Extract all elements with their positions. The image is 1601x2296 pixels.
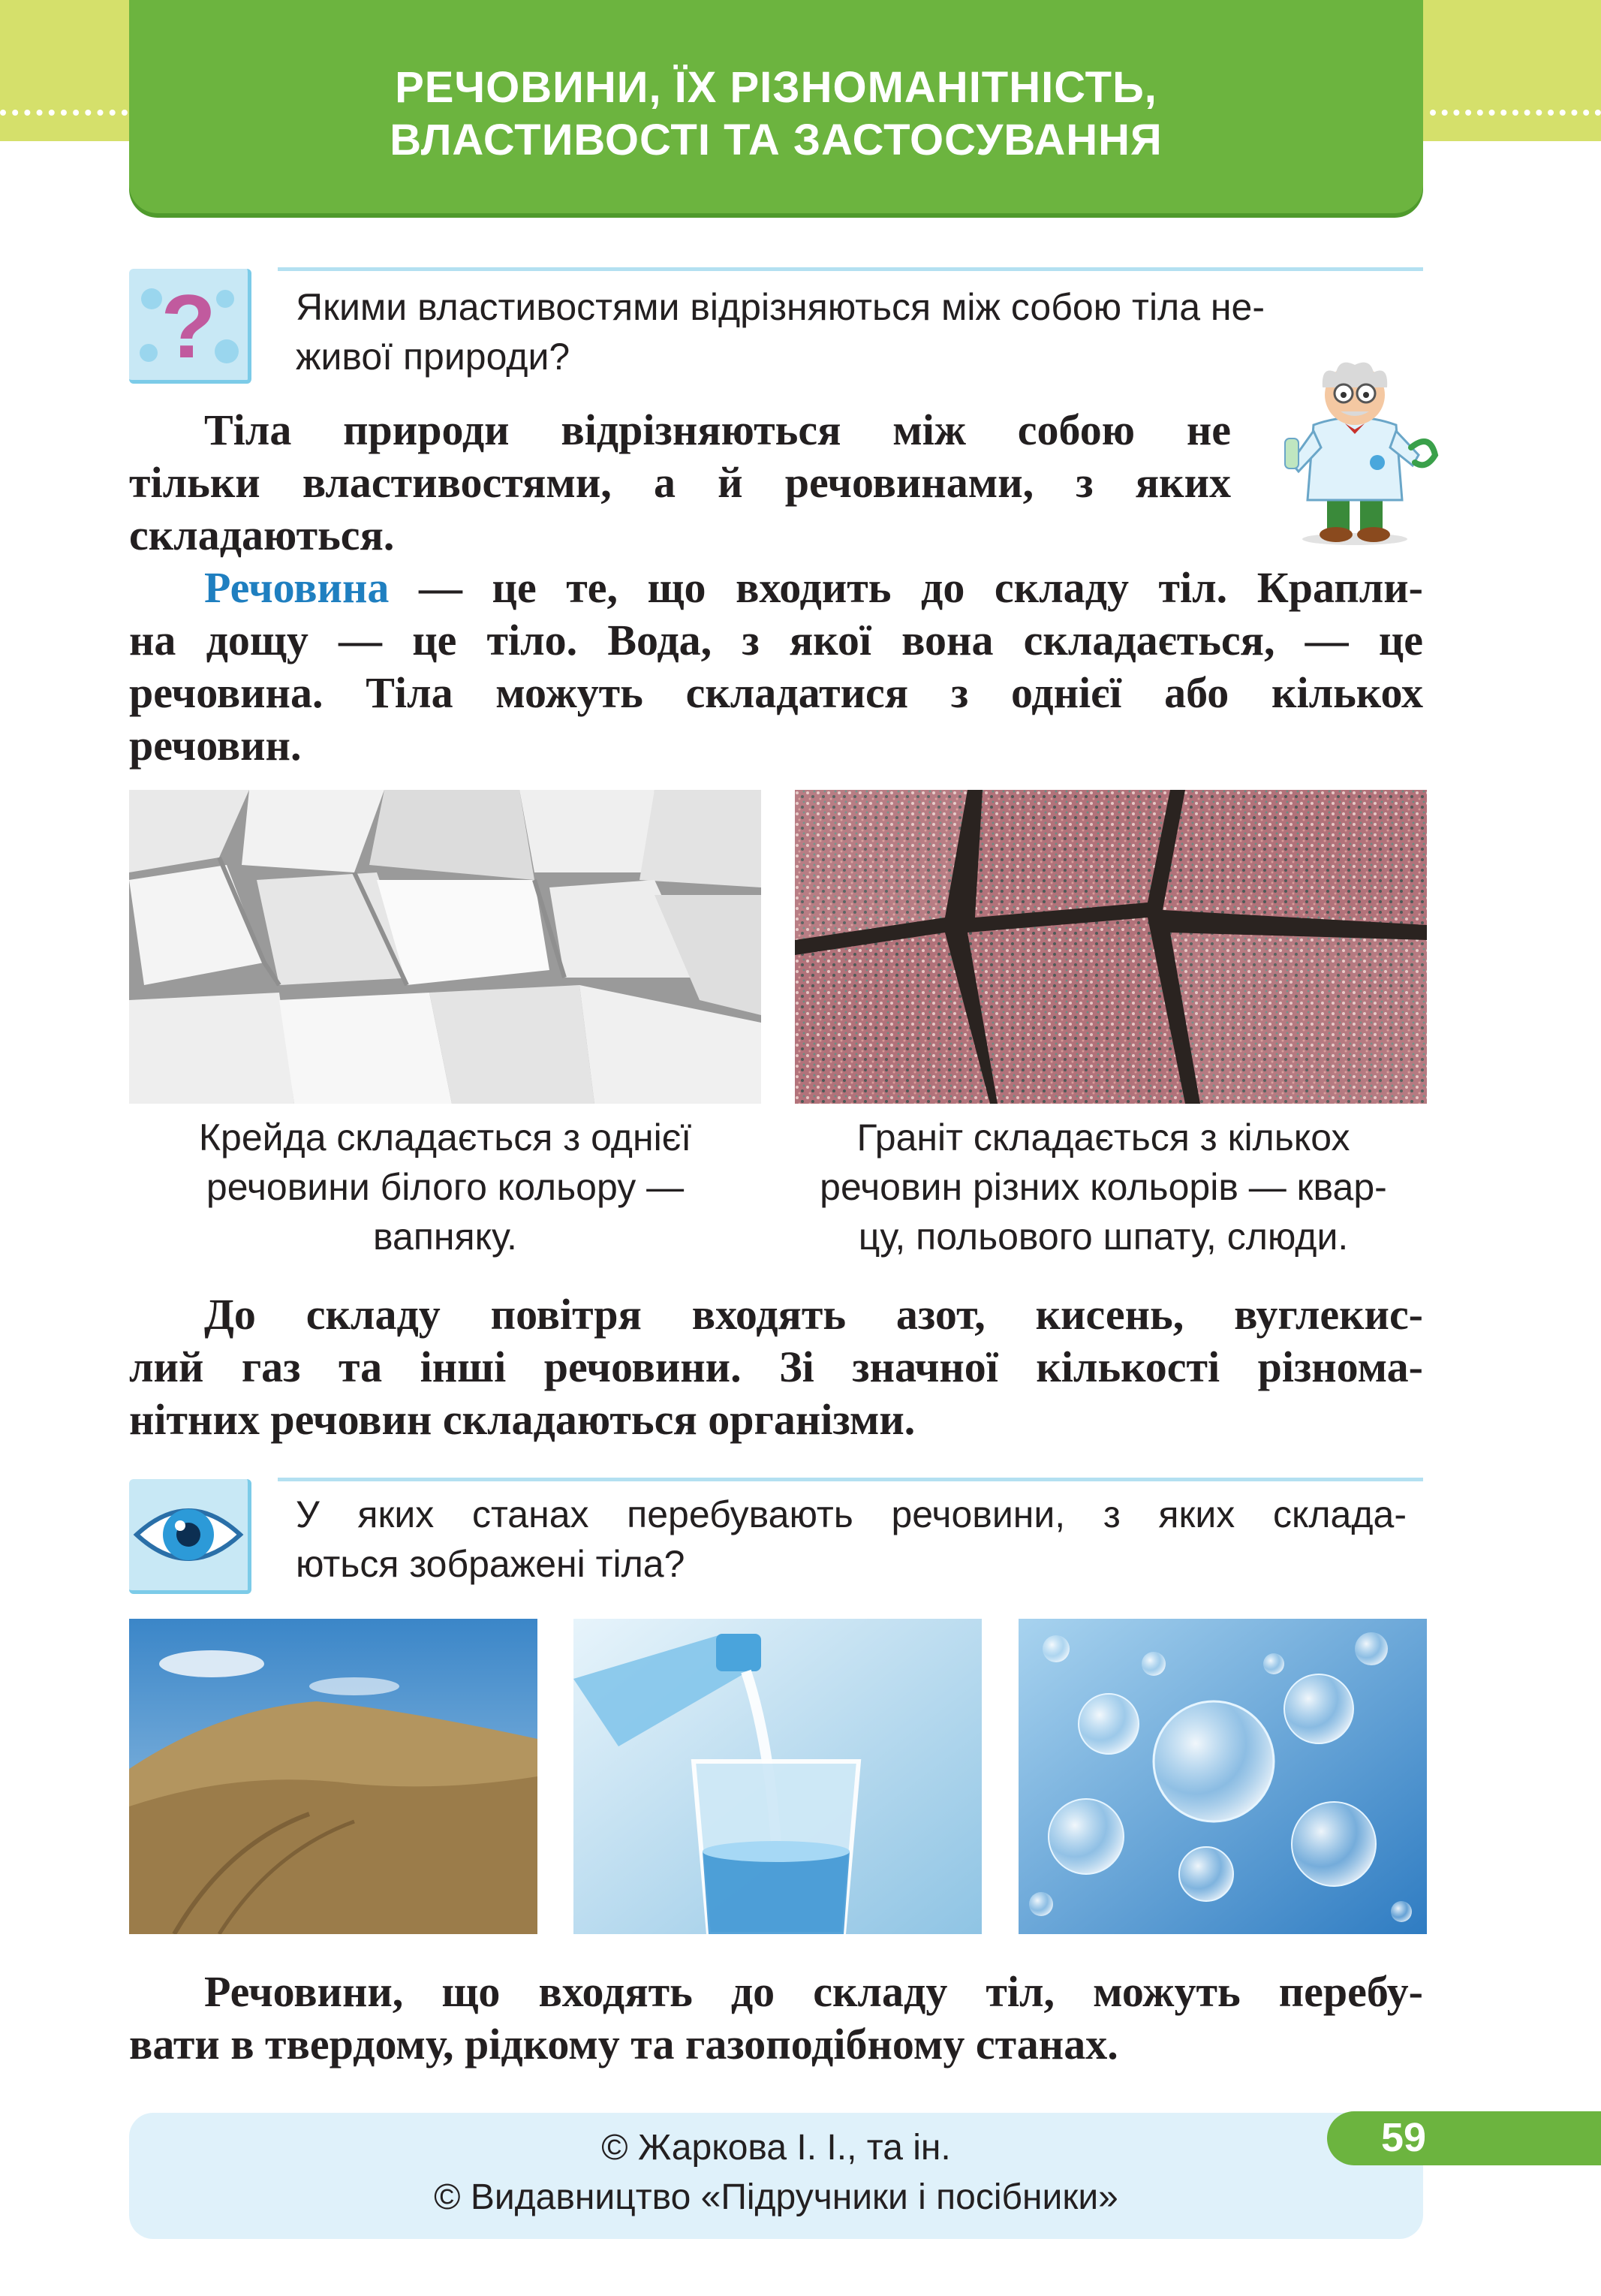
professor-illustration [1268,342,1441,547]
para3-line1: До складу повітря входять азот, кисень, вуглекис- [204,1290,1423,1339]
para1-line2: тільки властивостями, а й речовинами, з яких [129,458,1231,507]
question2-text [296,1490,1407,1589]
para3-line3: нітних речовин складаються організми. [129,1395,916,1444]
eye-icon [129,1479,251,1594]
para2-line3: речовина. Тіла можуть складатися з однієї або кількох [129,668,1423,717]
header-dots-right [1430,110,1601,116]
question2-line2: ються зображені тіла? [296,1543,685,1585]
para2-line1-rest: — це те, що входить до складу тіл. Крапли- [389,563,1423,612]
question2-rule [278,1478,1423,1481]
para2-line2: на дощу — це тіло. Вода, з якої вона складається, — це [129,616,1423,664]
chalk-photo [129,790,761,1104]
para4-line1: Речовини, що входять до складу тіл, можуть перебу- [204,1967,1423,2016]
chalk-caption-line1: Крейда складається з однієї [198,1116,692,1159]
granite-caption-line3: цу, польового шпату, слюди. [858,1216,1349,1258]
svg-text:?: ? [161,276,216,377]
chapter-title-line1: РЕЧОВИНИ, ЇХ РІЗНОМАНІТНІСТЬ, [395,63,1157,112]
question-icon [129,269,251,384]
granite-caption [766,1113,1441,1261]
chapter-title-box [129,0,1423,213]
page-number-tab [1327,2111,1601,2165]
question1-line1: Якими властивостями відрізняються між собою тіла не- [296,286,1265,328]
term-substance: Речовина [204,563,390,612]
chalk-caption-line2: речовини білого кольору — [206,1166,685,1208]
footer-text [129,2123,1423,2222]
chalk-caption [129,1113,761,1261]
paragraph-4 [129,1966,1423,2071]
footer-copyright-authors: © Жаркова І. І., та ін. [601,2128,951,2168]
para1-line1: Тіла природи відрізняються між собою не [204,405,1231,454]
para2-line1 [129,562,1423,614]
footer-copyright-publisher: © Видавництво «Підручники і посібники» [434,2177,1118,2217]
para2-line4: речовин. [129,721,302,770]
bubbles-photo [1019,1619,1427,1934]
page-number: 59 [1381,2115,1427,2160]
para4-line2: вати в твердому, рідкому та газоподібному станах. [129,2020,1118,2069]
para3-line2: лий газ та інші речовини. Зі значної кількості різнома- [129,1342,1423,1391]
granite-photo [795,790,1427,1104]
paragraph-1 [129,404,1231,562]
question2-line1: У яких станах перебувають речовини, з яких склада- [296,1493,1407,1535]
paragraph-3 [129,1288,1423,1446]
granite-caption-line2: речовин різних кольорів — квар- [820,1166,1387,1208]
header-dots-left [0,110,128,116]
granite-caption-line1: Граніт складається з кількох [856,1116,1350,1159]
question1-line2: живої природи? [296,336,570,378]
chalk-caption-line3: вапняку. [373,1216,517,1258]
question1-text [296,282,1422,381]
question1-rule [278,267,1423,271]
sand-photo [129,1619,537,1934]
para1-line3: складаються. [129,511,395,559]
chapter-title-line2: ВЛАСТИВОСТІ ТА ЗАСТОСУВАННЯ [390,116,1163,164]
water-photo [573,1619,982,1934]
paragraph-2 [129,562,1423,772]
